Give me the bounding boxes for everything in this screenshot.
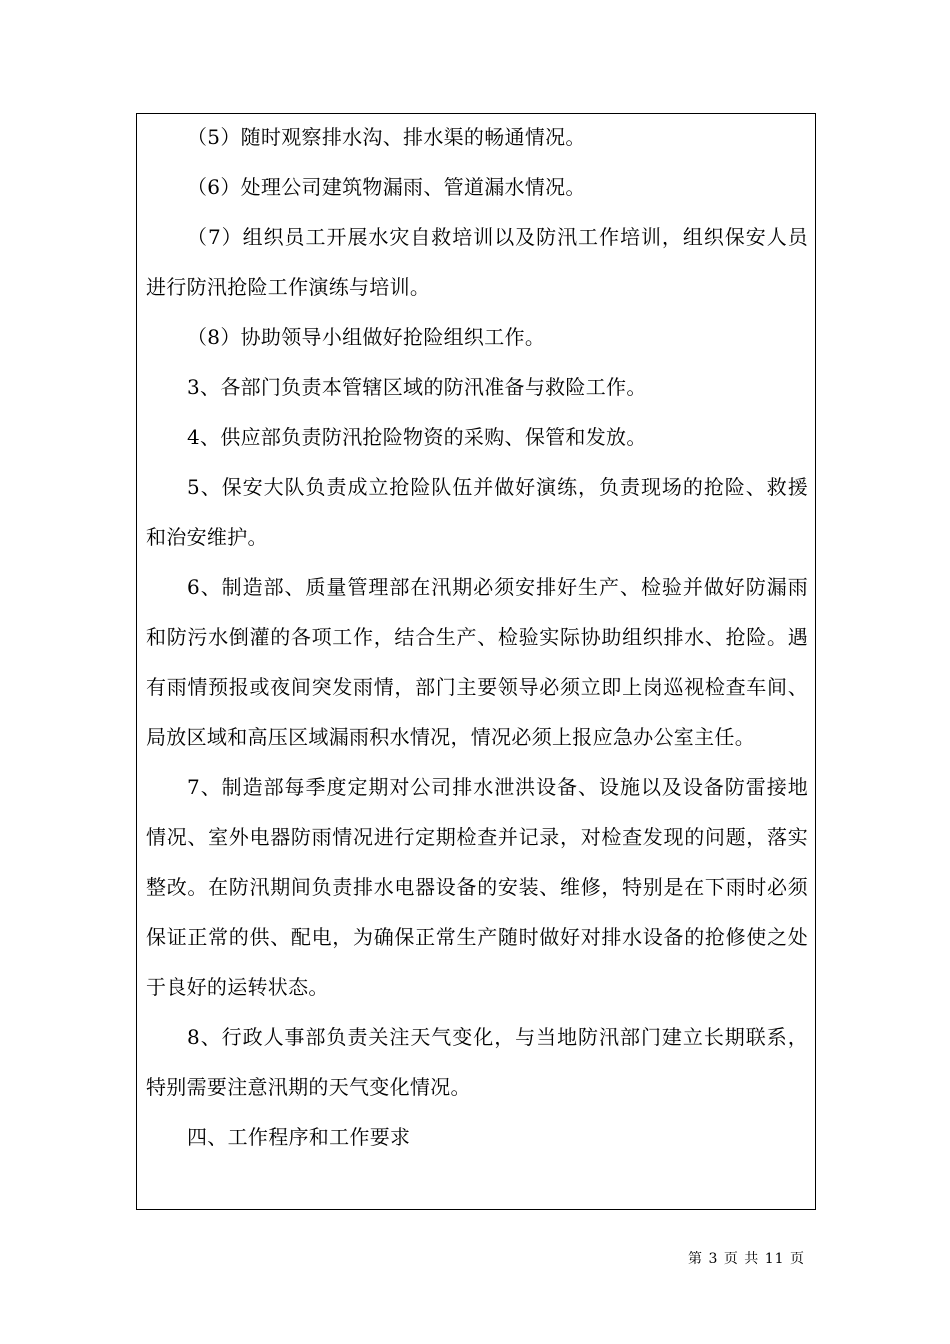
paragraph-section-8: 8、行政人事部负责关注天气变化，与当地防汛部门建立长期联系，特别需要注意汛期的天气变化情况。: [146, 1025, 808, 1099]
document-body: [146, 114, 808, 1162]
section-heading-4: 四、工作程序和工作要求: [187, 1125, 411, 1149]
paragraph-item-5: （5）随时观察排水沟、排水渠的畅通情况。: [187, 125, 586, 149]
document-frame: [136, 113, 816, 1210]
paragraph-item-8: （8）协助领导小组做好抢险组织工作。: [187, 325, 546, 349]
paragraph-section-5: 5、保安大队负责成立抢险队伍并做好演练，负责现场的抢险、救援和治安维护。: [146, 475, 808, 549]
paragraph-item-7: （7）组织员工开展水灾自救培训以及防汛工作培训，组织保安人员进行防汛抢险工作演练与培训。: [146, 225, 808, 299]
paragraph-section-6: 6、制造部、质量管理部在汛期必须安排好生产、检验并做好防漏雨和防污水倒灌的各项工作，结合生产、检验实际协助组织排水、抢险。遇有雨情预报或夜间突发雨情，部门主要领导必须立即上岗巡视检查车间、局放区域和高压区域漏雨积水情况，情况必须上报应急办公室主任。: [146, 575, 808, 749]
page-number: 第 3 页 共 11 页: [688, 1251, 805, 1267]
paragraph-section-3: 3、各部门负责本管辖区域的防汛准备与救险工作。: [187, 375, 647, 399]
paragraph-section-4: 4、供应部负责防汛抢险物资的采购、保管和发放。: [187, 425, 647, 449]
paragraph-section-7: 7、制造部每季度定期对公司排水泄洪设备、设施以及设备防雷接地情况、室外电器防雨情况进行定期检查并记录，对检查发现的问题，落实整改。在防汛期间负责排水电器设备的安装、维修，特别是在下雨时必须保证正常的供、配电，为确保正常生产随时做好对排水设备的抢修使之处于良好的运转状态。: [146, 775, 808, 999]
paragraph-item-6: （6）处理公司建筑物漏雨、管道漏水情况。: [187, 175, 586, 199]
